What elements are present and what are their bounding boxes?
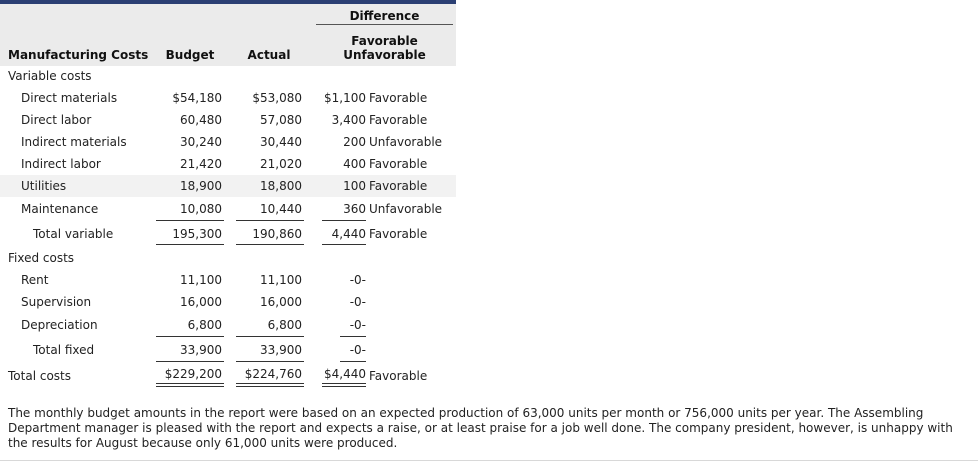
favorable-header: Favorable: [351, 34, 418, 48]
difference-value: $4,440: [324, 367, 366, 381]
actual-value: $53,080: [252, 91, 302, 105]
manufacturing-costs-header: Manufacturing Costs: [8, 48, 149, 62]
difference-value: -0-: [349, 295, 366, 309]
explanation-paragraph: The monthly budget amounts in the report were based on an expected production of 63,000 units per month or 756,000 units per year. The Assembling Department manager is pleased with the report and expects a raise, or at least praise for a job well done. The company president, however, is unhappy with the results for August because only 61,000 units were produced.: [8, 406, 953, 450]
difference-value: 100: [343, 179, 366, 193]
actual-header: Actual: [247, 48, 291, 62]
actual-subtotal-rule: [236, 220, 304, 221]
row-label: Direct labor: [21, 113, 92, 127]
actual-value: 57,080: [260, 113, 302, 127]
difference-status: Favorable: [369, 113, 428, 127]
budget-subtotal-rule: [156, 220, 224, 221]
budget-value: 33,900: [180, 343, 222, 357]
difference-status: Unfavorable: [369, 135, 443, 149]
difference-fixed-subtotal-rule: [340, 336, 366, 337]
budget-value: 6,800: [187, 318, 222, 332]
budget-value: 18,900: [180, 179, 222, 193]
actual-value: 11,100: [260, 273, 302, 287]
row-label: Total fixed: [33, 343, 95, 357]
actual-fixed-total-rule: [236, 361, 304, 362]
row-label: Utilities: [21, 179, 67, 193]
budget-fixed-total-rule: [156, 361, 224, 362]
actual-value: 30,440: [260, 135, 302, 149]
actual-value: 16,000: [260, 295, 302, 309]
difference-status: Favorable: [369, 369, 428, 383]
difference-value: 360: [343, 202, 366, 216]
budget-value: 30,240: [180, 135, 222, 149]
difference-value: 400: [343, 157, 366, 171]
difference-value: 200: [343, 135, 366, 149]
row-label: Supervision: [21, 295, 92, 309]
difference-value: 3,400: [331, 113, 366, 127]
budget-value: 21,420: [180, 157, 222, 171]
row-label: Indirect materials: [21, 135, 127, 149]
difference-value: $1,100: [324, 91, 366, 105]
budget-value: $229,200: [164, 367, 222, 381]
budget-grand-total-rule: [156, 383, 224, 387]
actual-value: 21,020: [260, 157, 302, 171]
difference-status: Favorable: [369, 91, 428, 105]
difference-underline: [316, 24, 453, 25]
difference-status: Unfavorable: [369, 202, 443, 216]
variable-costs-section: Variable costs: [8, 69, 92, 83]
row-label: Indirect labor: [21, 157, 101, 171]
row-label: Rent: [21, 273, 49, 287]
bottom-divider: [0, 460, 978, 461]
row-label: Maintenance: [21, 202, 99, 216]
difference-status: Favorable: [369, 227, 428, 241]
difference-subtotal-rule: [322, 220, 366, 221]
budget-value: 60,480: [180, 113, 222, 127]
difference-total-rule: [322, 244, 366, 245]
actual-value: 10,440: [260, 202, 302, 216]
budget-fixed-subtotal-rule: [156, 336, 224, 337]
budget-value: 11,100: [180, 273, 222, 287]
row-label: Total variable: [33, 227, 114, 241]
difference-value: -0-: [349, 273, 366, 287]
unfavorable-header: Unfavorable: [343, 48, 426, 62]
fixed-costs-section: Fixed costs: [8, 251, 75, 265]
budget-value: 10,080: [180, 202, 222, 216]
difference-grand-total-rule: [322, 383, 366, 387]
actual-value: $224,760: [244, 367, 302, 381]
row-label: Direct materials: [21, 91, 118, 105]
budget-value: 16,000: [180, 295, 222, 309]
difference-value: 4,440: [331, 227, 366, 241]
difference-status: Favorable: [369, 179, 428, 193]
actual-fixed-subtotal-rule: [236, 336, 304, 337]
difference-value: -0-: [349, 343, 366, 357]
difference-status: Favorable: [369, 157, 428, 171]
budget-value: 195,300: [172, 227, 222, 241]
difference-value: -0-: [349, 318, 366, 332]
row-label: Total costs: [8, 369, 71, 383]
actual-grand-total-rule: [236, 383, 304, 387]
actual-value: 190,860: [252, 227, 302, 241]
budget-header: Budget: [165, 48, 215, 62]
difference-header: Difference: [349, 9, 420, 23]
budget-value: $54,180: [172, 91, 222, 105]
actual-value: 33,900: [260, 343, 302, 357]
row-label: Depreciation: [21, 318, 98, 332]
actual-total-rule: [236, 244, 304, 245]
actual-value: 18,800: [260, 179, 302, 193]
actual-value: 6,800: [267, 318, 302, 332]
difference-fixed-total-rule: [340, 361, 366, 362]
budget-total-rule: [156, 244, 224, 245]
